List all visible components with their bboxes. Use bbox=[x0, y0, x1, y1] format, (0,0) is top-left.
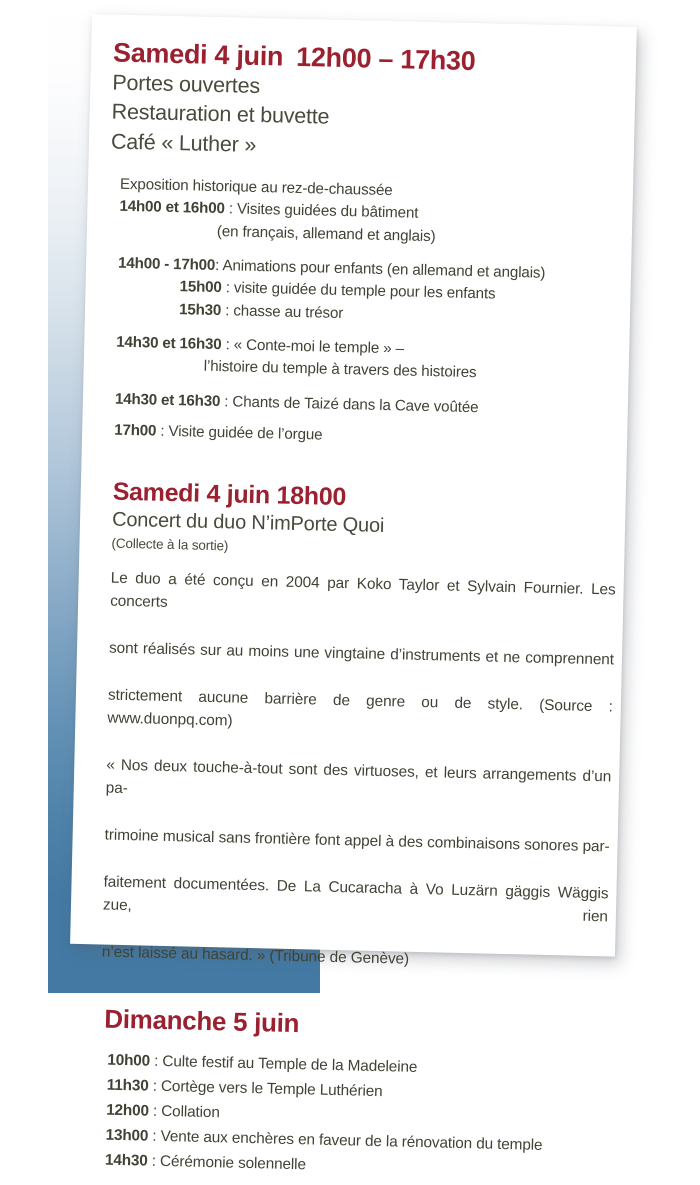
schedule-time: 10h00 bbox=[107, 1051, 151, 1070]
concert-subtitle: Concert du duo N’imPorte Quoi bbox=[111, 509, 385, 538]
saturday-lead-line-1: Portes ouvertes bbox=[112, 70, 261, 98]
section-concert bbox=[92, 478, 616, 976]
schedule-row bbox=[114, 420, 601, 454]
schedule-row bbox=[115, 388, 602, 422]
schedule-text: « Conte-moi le temple » – bbox=[233, 336, 405, 358]
schedule-text: Chants de Taizé dans la Cave voûtée bbox=[232, 393, 479, 417]
schedule-separator: : bbox=[148, 1127, 161, 1145]
paragraph-line: n’est laissé au hasard. » (Tribune de Genève) bbox=[101, 943, 410, 968]
concert-paragraph bbox=[102, 566, 616, 976]
saturday-open-heading-day: Samedi 4 juin bbox=[112, 37, 284, 72]
section-sunday bbox=[87, 1004, 588, 1185]
schedule-text: Cérémonie solennelle bbox=[159, 1152, 307, 1174]
schedule-time: 14h30 et 16h30 bbox=[116, 333, 222, 354]
schedule-separator: : bbox=[148, 1077, 162, 1095]
sunday-schedule-list bbox=[101, 1049, 587, 1185]
paragraph-line: trimoine musical sans frontière font appel à des combinaisons sonores par- bbox=[104, 826, 610, 856]
schedule-text: Visites guidées du bâtiment bbox=[236, 200, 419, 223]
schedule-separator: : bbox=[149, 1052, 163, 1071]
page-content bbox=[70, 14, 637, 1174]
schedule-time: 14h30 et 16h30 bbox=[114, 390, 221, 410]
schedule-text: Exposition historique au rez-de-chaussée bbox=[119, 175, 393, 200]
schedule-separator: : bbox=[221, 336, 234, 354]
paragraph-line: « Nos deux touche-à-tout sont des virtuoses, et leurs arrangements d’un pa- bbox=[105, 756, 612, 798]
schedule-time: 14h30 bbox=[104, 1151, 148, 1170]
schedule-time: 12h00 bbox=[105, 1101, 150, 1120]
saturday-lead-line-3: Café « Luther » bbox=[110, 129, 257, 157]
schedule-time: 15h00 bbox=[179, 278, 222, 297]
sunday-heading: Dimanche 5 juin bbox=[103, 1003, 300, 1038]
paragraph-line: faitement documentées. De La Cucaracha à Vo Luzärn gäggis Wäggis zue, rien bbox=[102, 873, 609, 926]
saturday-open-heading-time: 12h00 – 17h30 bbox=[295, 41, 476, 77]
white-page-sheet bbox=[70, 14, 637, 1174]
schedule-text: (en français, allemand et anglais) bbox=[216, 222, 436, 245]
saturday-lead-line-2: Restauration et buvette bbox=[111, 99, 330, 129]
concert-heading: Samedi 4 juin 18h00 bbox=[112, 478, 347, 512]
schedule-time: 14h00 et 16h00 bbox=[119, 198, 225, 218]
schedule-separator: : bbox=[224, 200, 238, 218]
paragraph-line: sont réalisés sur au moins une vingtaine d’instruments et ne comprennent bbox=[108, 639, 615, 669]
saturday-schedule-list bbox=[104, 174, 607, 454]
schedule-text: Vente aux enchères en faveur de la rénovation du temple bbox=[160, 1127, 543, 1154]
schedule-time: 15h30 bbox=[178, 300, 222, 319]
schedule-text: l’histoire du temple à travers des histoires bbox=[203, 358, 477, 382]
paragraph-line: strictement aucune barrière de genre ou de style. (Source : www.duonpq.com) bbox=[107, 686, 614, 730]
schedule-separator: : bbox=[220, 301, 234, 320]
schedule-time: 17h00 bbox=[113, 421, 157, 440]
schedule-separator: : bbox=[156, 422, 169, 441]
schedule-text: Culte festif au Temple de la Madeleine bbox=[162, 1053, 418, 1077]
schedule-text: visite guidée du temple pour les enfants bbox=[233, 279, 496, 304]
schedule-text: Visite guidée de l’orgue bbox=[168, 423, 323, 444]
schedule-separator: : bbox=[214, 257, 223, 275]
schedule-text: chasse au trésor bbox=[233, 302, 344, 322]
concert-note: (Collecte à la sortie) bbox=[111, 535, 229, 554]
schedule-text: Cortège vers le Temple Luthérien bbox=[160, 1078, 383, 1101]
schedule-time: 11h30 bbox=[106, 1076, 149, 1095]
section-saturday-open bbox=[104, 39, 610, 454]
schedule-separator: : bbox=[148, 1102, 162, 1120]
schedule-separator: : bbox=[219, 392, 233, 411]
paragraph-line: Le duo a été conçu en 2004 par Koko Taylor et Sylvain Fournier. Les concerts bbox=[109, 569, 616, 611]
schedule-separator: : bbox=[147, 1152, 161, 1170]
schedule-time: 13h00 bbox=[105, 1126, 149, 1145]
schedule-text: Collation bbox=[160, 1102, 220, 1122]
schedule-time: 14h00 - 17h00 bbox=[117, 254, 216, 275]
schedule-text: Animations pour enfants (en allemand et anglais) bbox=[222, 257, 546, 282]
schedule-separator: : bbox=[221, 279, 235, 297]
